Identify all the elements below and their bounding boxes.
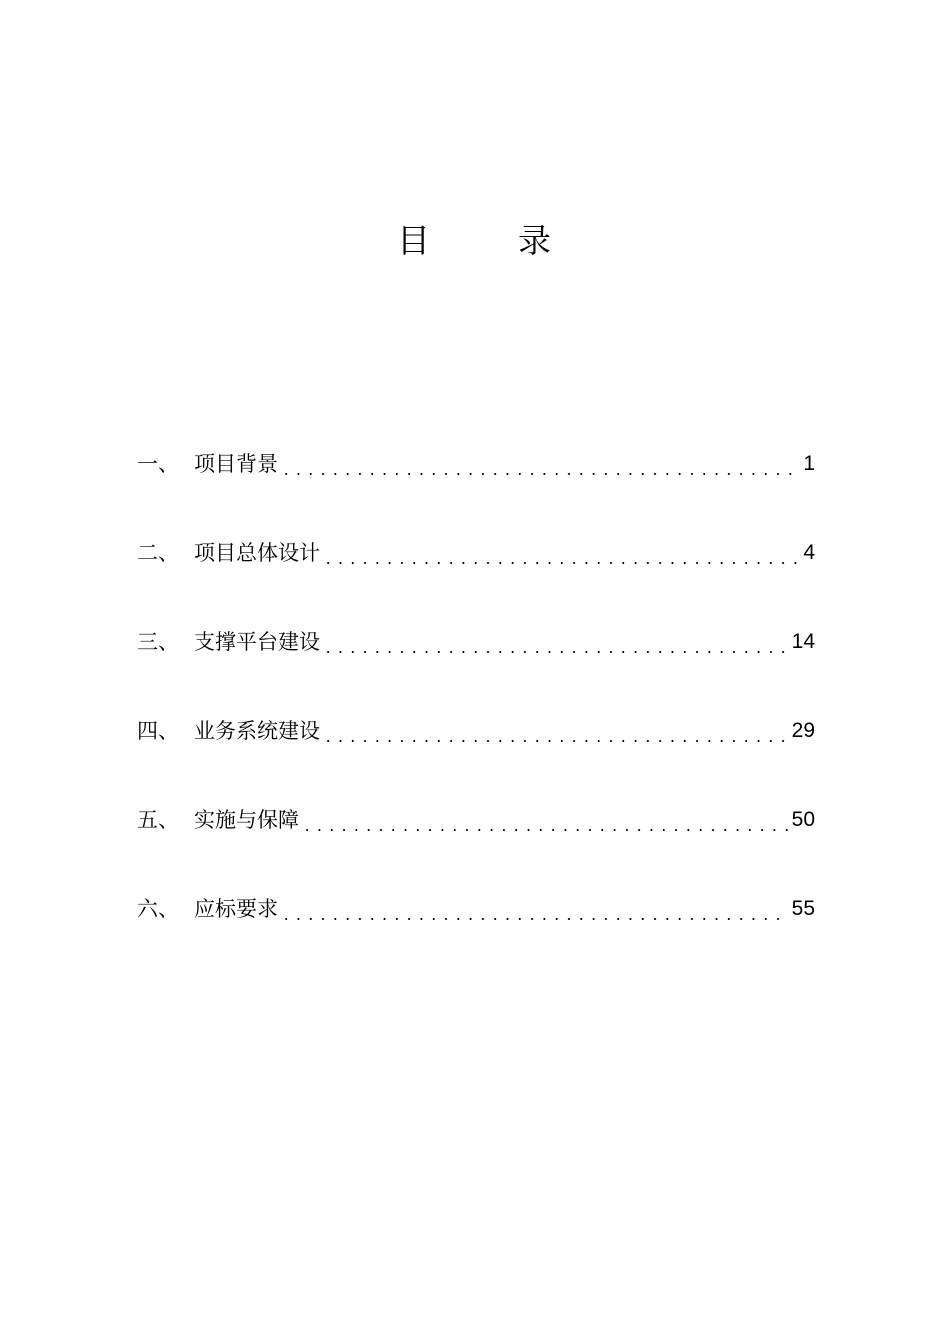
toc-title-char: 录 bbox=[518, 221, 551, 260]
toc-entry[interactable] bbox=[137, 711, 815, 751]
toc-entry[interactable] bbox=[137, 889, 815, 929]
toc-dot-leader bbox=[322, 622, 788, 662]
toc-entry-title: 业务系统建设 bbox=[194, 719, 320, 743]
toc-dot-leader bbox=[322, 533, 799, 573]
toc-entry[interactable] bbox=[137, 444, 815, 484]
toc-dot-leader bbox=[280, 889, 788, 929]
toc-entry-title: 实施与保障 bbox=[194, 808, 299, 832]
toc-entry-page: 55 bbox=[791, 897, 815, 920]
toc-entry-title: 项目总体设计 bbox=[194, 541, 320, 565]
toc-entry-page: 14 bbox=[791, 630, 815, 653]
toc-entry-number: 四、 bbox=[137, 719, 179, 743]
toc-entry-title: 支撑平台建设 bbox=[194, 630, 320, 654]
toc-entry-page: 50 bbox=[791, 808, 815, 831]
toc-entry[interactable] bbox=[137, 800, 815, 840]
toc-title-char: 目 bbox=[397, 221, 430, 260]
toc-entry-page: 4 bbox=[803, 541, 815, 564]
toc-entry-page: 1 bbox=[803, 452, 815, 475]
toc-entry[interactable] bbox=[137, 533, 815, 573]
toc-entry-number: 六、 bbox=[137, 897, 179, 921]
toc-entry-number: 二、 bbox=[137, 541, 179, 565]
toc-entry-number: 三、 bbox=[137, 630, 179, 654]
toc-entry[interactable] bbox=[137, 622, 815, 662]
toc-entry-page: 29 bbox=[791, 719, 815, 742]
toc-entry-number: 五、 bbox=[137, 808, 179, 832]
toc-dot-leader bbox=[322, 711, 788, 751]
toc-dot-leader bbox=[301, 800, 788, 840]
toc-entry-title: 项目背景 bbox=[194, 452, 278, 476]
toc-dot-leader bbox=[280, 444, 799, 484]
toc-entry-title: 应标要求 bbox=[194, 897, 278, 921]
toc-title bbox=[0, 216, 950, 266]
toc-entry-number: 一、 bbox=[137, 452, 179, 476]
